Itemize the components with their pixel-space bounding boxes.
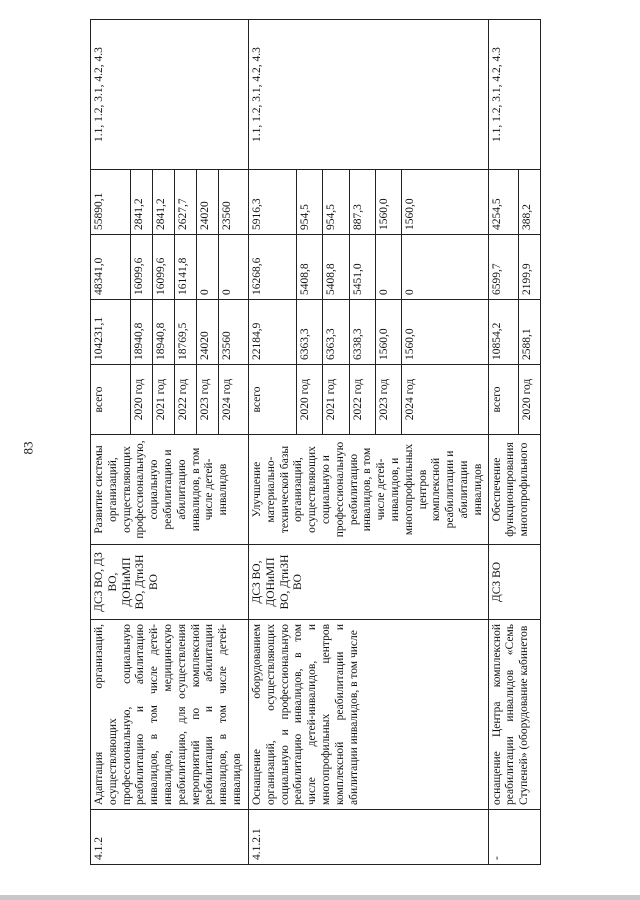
- regional-value: 954,5: [296, 170, 322, 235]
- regional-value: 2627,7: [175, 170, 197, 235]
- period-label: 2023 год: [375, 365, 401, 435]
- federal-value: 48341,0: [91, 235, 131, 300]
- regional-value: 887,3: [349, 170, 375, 235]
- federal-value: 16141,8: [175, 235, 197, 300]
- total-value: 2588,1: [518, 300, 540, 365]
- row-number: 4.1.2: [91, 810, 249, 865]
- total-value: 24020: [197, 300, 219, 365]
- regional-value: 24020: [197, 170, 219, 235]
- regional-value: 55890,1: [91, 170, 131, 235]
- federal-value: 5408,8: [323, 235, 349, 300]
- total-value: 6363,3: [323, 300, 349, 365]
- table-row: [249, 20, 297, 865]
- program-table: [90, 19, 541, 865]
- total-value: 1560,0: [375, 300, 401, 365]
- row-number: -: [488, 810, 540, 865]
- period-label: 2024 год: [219, 365, 249, 435]
- period-label: всего: [249, 365, 297, 435]
- table-row: [91, 20, 131, 865]
- total-value: 1560,0: [402, 300, 488, 365]
- federal-value: 2199,9: [518, 235, 540, 300]
- federal-value: 5451,0: [349, 235, 375, 300]
- federal-value: 0: [375, 235, 401, 300]
- period-label: 2022 год: [349, 365, 375, 435]
- total-value: 104231,1: [91, 300, 131, 365]
- period-label: 2021 год: [153, 365, 175, 435]
- regional-value: 1560,0: [375, 170, 401, 235]
- federal-value: 0: [402, 235, 488, 300]
- goal-description: Развитие системы организаций, осуществляющих профессиональную, социальную реабилитацию и абилитацию инвалидов, в том числе детей-инвалидов: [91, 435, 249, 545]
- rotated-table-container: [90, 20, 533, 865]
- period-label: 2022 год: [175, 365, 197, 435]
- federal-value: 0: [219, 235, 249, 300]
- total-value: 10854,2: [488, 300, 518, 365]
- total-value: 18940,8: [131, 300, 153, 365]
- total-value: 6338,3: [349, 300, 375, 365]
- regional-value: 1560,0: [402, 170, 488, 235]
- period-label: 2020 год: [296, 365, 322, 435]
- period-label: 2024 год: [402, 365, 488, 435]
- federal-value: 16268,6: [249, 235, 297, 300]
- table-row: [488, 20, 518, 865]
- indicator-codes: 1.1, 1.2, 3.1, 4.2, 4.3: [91, 20, 249, 170]
- goal-description: Улучшение материально-технической базы организаций, осуществляющих социальную и профессиональную реабилитацию инвалидов, в том числе детей-инвалидов, и многопрофильных центров комплексной реабилитации и абилитации инвалидов: [249, 435, 489, 545]
- goal-description: Обеспечение функционирования многопрофильного: [488, 435, 540, 545]
- total-value: 23560: [219, 300, 249, 365]
- regional-value: 2841,2: [153, 170, 175, 235]
- federal-value: 0: [197, 235, 219, 300]
- row-number: 4.1.2.1: [249, 810, 489, 865]
- executor: ДСЗ ВО, ДЗ ВО, ДОНиМП ВО, ДтиЗН ВО: [91, 545, 249, 620]
- executor: ДСЗ ВО, ДОНиМП ВО, ДтиЗН ВО: [249, 545, 489, 620]
- federal-value: 6599,7: [488, 235, 518, 300]
- regional-value: 388,2: [518, 170, 540, 235]
- federal-value: 16099,6: [131, 235, 153, 300]
- regional-value: 954,5: [323, 170, 349, 235]
- period-label: 2020 год: [518, 365, 540, 435]
- federal-value: 16099,6: [153, 235, 175, 300]
- total-value: 6363,3: [296, 300, 322, 365]
- federal-value: 5408,8: [296, 235, 322, 300]
- regional-value: 23560: [219, 170, 249, 235]
- period-label: всего: [488, 365, 518, 435]
- total-value: 22184,9: [249, 300, 297, 365]
- executor: ДСЗ ВО: [488, 545, 540, 620]
- event-description: Адаптация организаций, осуществляющих профессиональную, социальную реабилитацию и абилитацию инвалидов, в том числе детей-инвалидов, медицинскую реабилитацию, для осуществления мероприятий по комплексной реабилитации и абилитации инвалидов, в том числе детей-инвалидов: [91, 620, 249, 810]
- scan-bottom-edge: [0, 895, 640, 900]
- event-description: оснащение Центра комплексной реабилитации инвалидов «Семь Ступеней» (оборудование кабинетов: [488, 620, 540, 810]
- indicator-codes: 1.1, 1.2, 3.1, 4.2, 4.3: [249, 20, 489, 170]
- period-label: 2020 год: [131, 365, 153, 435]
- period-label: 2021 год: [323, 365, 349, 435]
- regional-value: 4254,5: [488, 170, 518, 235]
- event-description: Оснащение оборудованием организаций, осуществляющих социальную и профессиональную реабилитацию инвалидов, в том числе детей-инвалидов, и многопрофильных центров комплексной реабилитации и абилитации инвалидов, в том числе: [249, 620, 489, 810]
- page-number: 83: [20, 441, 36, 455]
- total-value: 18769,5: [175, 300, 197, 365]
- total-value: 18940,8: [153, 300, 175, 365]
- regional-value: 5916,3: [249, 170, 297, 235]
- period-label: всего: [91, 365, 131, 435]
- period-label: 2023 год: [197, 365, 219, 435]
- regional-value: 2841,2: [131, 170, 153, 235]
- indicator-codes: 1.1, 1.2, 3.1, 4.2, 4.3: [488, 20, 540, 170]
